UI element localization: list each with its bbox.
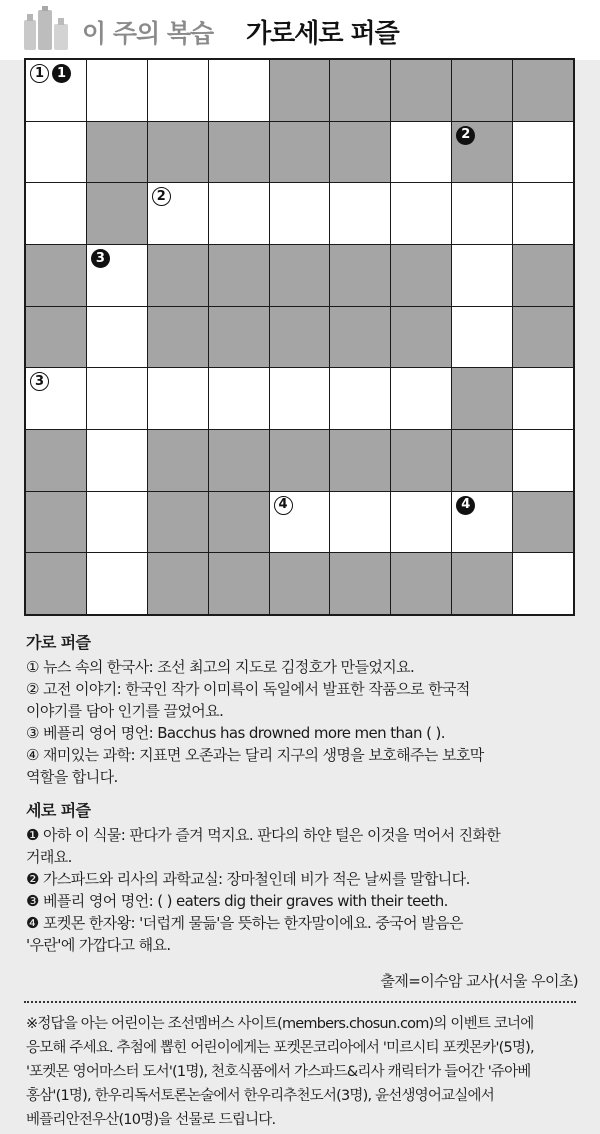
answer-cell[interactable] xyxy=(513,183,573,244)
answer-cell[interactable] xyxy=(270,183,330,244)
across-clue-number: 3 xyxy=(30,372,49,391)
prize-notice xyxy=(26,1012,582,1132)
blocked-cell xyxy=(209,122,269,183)
blocked-cell xyxy=(270,430,330,491)
answer-cell[interactable] xyxy=(391,183,451,244)
blocked-cell xyxy=(391,430,451,491)
answer-cell[interactable] xyxy=(26,122,86,183)
blocked-cell xyxy=(148,122,208,183)
blocked-cell xyxy=(452,368,512,429)
answer-cell[interactable] xyxy=(87,245,147,306)
blocked-cell xyxy=(330,245,390,306)
blocked-cell xyxy=(87,122,147,183)
across-clue-line: 이야기를 담아 인기를 끌었어요. xyxy=(26,702,224,720)
answer-cell[interactable] xyxy=(513,553,573,614)
dotted-divider xyxy=(24,1001,576,1003)
answer-cell[interactable] xyxy=(452,183,512,244)
blocked-cell xyxy=(330,430,390,491)
down-clue-number: 3 xyxy=(91,249,110,268)
answer-cell[interactable] xyxy=(87,60,147,121)
blocked-cell xyxy=(148,307,208,368)
down-clue-line: ❹ 포켓몬 한자왕: '더럽게 물듦'을 뜻하는 한자말이에요. 중국어 발음은 xyxy=(26,914,463,932)
blocked-cell xyxy=(148,430,208,491)
answer-cell[interactable] xyxy=(513,430,573,491)
blocked-cell xyxy=(391,307,451,368)
notice-line: 홍삼'(1명), 한우리독서토론논술에서 한우리추천도서(3명), 윤선생영어교실에서 xyxy=(26,1088,494,1104)
blocked-cell xyxy=(26,307,86,368)
across-heading: 가로 퍼즐 xyxy=(26,633,91,652)
answer-cell[interactable] xyxy=(330,183,390,244)
clue-number xyxy=(30,372,49,391)
answer-cell[interactable] xyxy=(209,368,269,429)
answer-cell[interactable] xyxy=(148,60,208,121)
across-clue-line: ③ 베플리 영어 명언: Bacchus has drowned more men than ( ). xyxy=(26,724,445,742)
answer-cell[interactable] xyxy=(209,60,269,121)
blocked-cell xyxy=(26,245,86,306)
blocked-cell xyxy=(26,553,86,614)
blocked-cell xyxy=(330,553,390,614)
blocked-cell xyxy=(270,245,330,306)
answer-cell[interactable] xyxy=(513,122,573,183)
blocked-cell xyxy=(270,307,330,368)
blocked-cell xyxy=(148,553,208,614)
down-clue-number: 1 xyxy=(52,64,71,83)
author-credit: 출제=이수암 교사(서울 우이초) xyxy=(380,972,578,990)
blocked-cell xyxy=(513,245,573,306)
across-clue-number: 4 xyxy=(274,496,293,515)
clue-number xyxy=(456,496,475,515)
answer-cell[interactable] xyxy=(87,307,147,368)
across-clue-line: ② 고전 이야기: 한국인 작가 이미륵이 독일에서 발표한 작품으로 한국적 xyxy=(26,680,470,698)
answer-cell[interactable] xyxy=(270,368,330,429)
answer-cell[interactable] xyxy=(452,307,512,368)
answer-cell[interactable] xyxy=(452,492,512,553)
answer-cell[interactable] xyxy=(148,368,208,429)
header xyxy=(0,0,600,60)
down-clue-number: 2 xyxy=(456,126,475,145)
blocked-cell xyxy=(148,492,208,553)
answer-cell[interactable] xyxy=(87,553,147,614)
crossword-grid xyxy=(24,58,575,616)
across-clue-line: ① 뉴스 속의 한국사: 조선 최고의 지도로 김정호가 만들었지요. xyxy=(26,658,415,676)
blocked-cell xyxy=(391,60,451,121)
down-clue-line: ❸ 베플리 영어 명언: ( ) eaters dig their graves with their teeth. xyxy=(26,892,448,910)
notice-line: 베플리안전우산(10명)을 선물로 드립니다. xyxy=(26,1112,276,1128)
clue-number xyxy=(152,187,171,206)
page-title: 가로세로 퍼즐 xyxy=(246,19,399,49)
blocked-cell xyxy=(330,122,390,183)
down-clue-line: '우란'에 가깝다고 해요. xyxy=(26,936,171,954)
answer-cell[interactable] xyxy=(513,368,573,429)
across-clue-line: ④ 재미있는 과학: 지표면 오존과는 달리 지구의 생명을 보호해주는 보호막 xyxy=(26,746,484,764)
answer-cell[interactable] xyxy=(26,183,86,244)
clue-number xyxy=(274,496,293,515)
blocked-cell xyxy=(270,553,330,614)
answer-cell[interactable] xyxy=(148,183,208,244)
answer-cell[interactable] xyxy=(391,492,451,553)
blocked-cell xyxy=(26,430,86,491)
clues-section xyxy=(26,632,582,956)
answer-cell[interactable] xyxy=(26,368,86,429)
blocked-cell xyxy=(148,245,208,306)
blocked-cell xyxy=(330,60,390,121)
blocked-cell xyxy=(209,245,269,306)
answer-cell[interactable] xyxy=(391,368,451,429)
blocked-cell xyxy=(452,122,512,183)
across-clue-line: 역할을 합니다. xyxy=(26,768,118,786)
answer-cell[interactable] xyxy=(330,368,390,429)
clue-number xyxy=(30,64,71,83)
clue-number xyxy=(456,126,475,145)
answer-cell[interactable] xyxy=(330,492,390,553)
blocked-cell xyxy=(270,60,330,121)
down-clue-line: 거래요. xyxy=(26,848,72,866)
down-clue-line: ❷ 가스파드와 리사의 과학교실: 장마철인데 비가 적은 날씨를 말합니다. xyxy=(26,870,470,888)
blocked-cell xyxy=(270,122,330,183)
answer-cell[interactable] xyxy=(26,60,86,121)
blocked-cell xyxy=(391,245,451,306)
blocked-cell xyxy=(87,183,147,244)
blocked-cell xyxy=(26,492,86,553)
blocked-cell xyxy=(513,307,573,368)
notice-line: '포켓몬 영어마스터 도서'(1명), 천호식품에서 가스파드&리사 캐릭터가 들어간 '쥬아베 xyxy=(26,1064,531,1080)
blocked-cell xyxy=(209,430,269,491)
down-clue-number: 4 xyxy=(456,496,475,515)
blocked-cell xyxy=(452,553,512,614)
blocked-cell xyxy=(513,60,573,121)
answer-cell[interactable] xyxy=(452,245,512,306)
down-clue-line: ❶ 아하 이 식물: 판다가 즐겨 먹지요. 판다의 하얀 털은 이것을 먹어서 진화한 xyxy=(26,826,501,844)
across-clue-number: 2 xyxy=(152,187,171,206)
answer-cell[interactable] xyxy=(87,430,147,491)
answer-cell[interactable] xyxy=(87,492,147,553)
blocked-cell xyxy=(452,430,512,491)
across-clue-number: 1 xyxy=(30,64,49,83)
answer-cell[interactable] xyxy=(209,183,269,244)
blocked-cell xyxy=(330,307,390,368)
answer-cell[interactable] xyxy=(87,368,147,429)
blocked-cell xyxy=(209,553,269,614)
blocked-cell xyxy=(452,60,512,121)
answer-cell[interactable] xyxy=(270,492,330,553)
bottles-icon xyxy=(18,6,74,52)
blocked-cell xyxy=(391,553,451,614)
answer-cell[interactable] xyxy=(391,122,451,183)
blocked-cell xyxy=(209,492,269,553)
section-subtitle: 이 주의 복습 xyxy=(82,19,214,48)
notice-line: ※정답을 아는 어린이는 조선멤버스 사이트(members.chosun.com)의 이벤트 코너에 xyxy=(26,1016,534,1032)
blocked-cell xyxy=(209,307,269,368)
blocked-cell xyxy=(513,492,573,553)
clue-number xyxy=(91,249,110,268)
down-heading: 세로 퍼즐 xyxy=(26,801,91,820)
notice-line: 응모해 주세요. 추첨에 뽑힌 어린이에게는 포켓몬코리아에서 '미르시티 포켓몬카'(5명), xyxy=(26,1040,534,1056)
